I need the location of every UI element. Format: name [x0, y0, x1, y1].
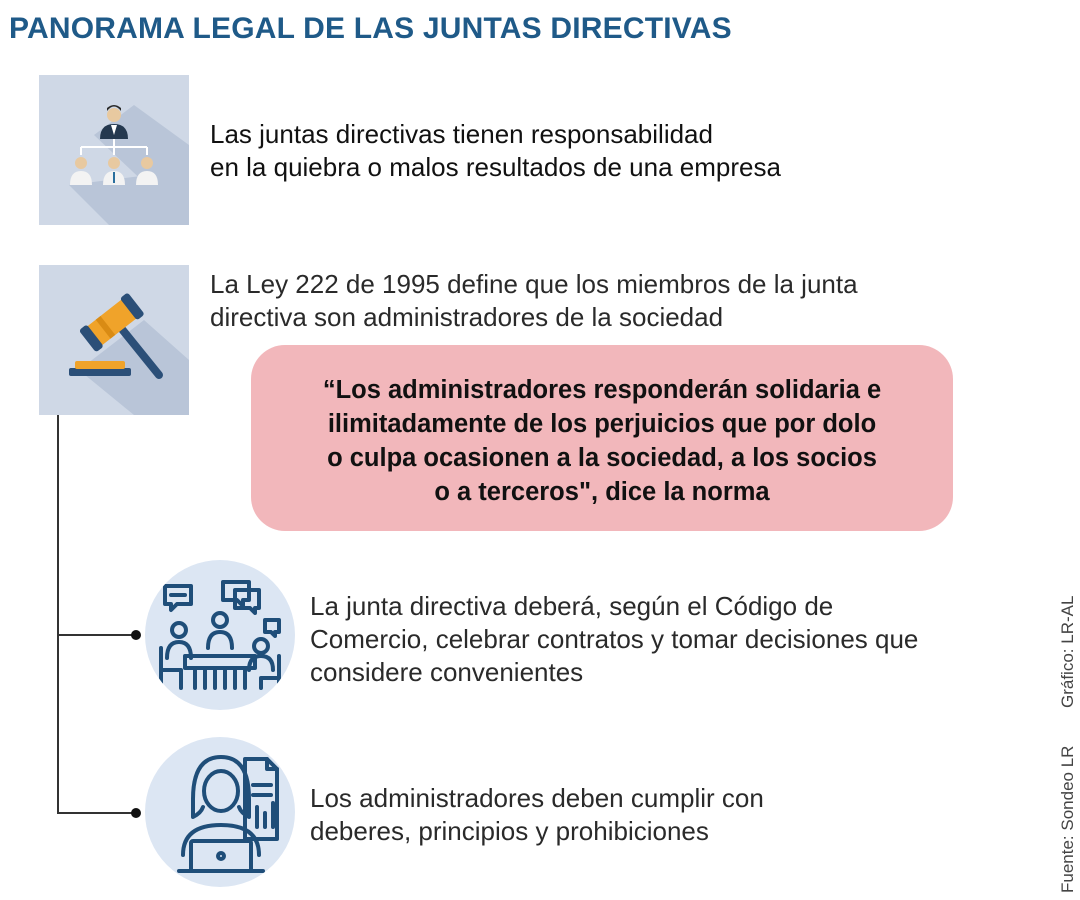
quote-box: [251, 345, 953, 531]
item-2-line-2: directiva son administradores de la sociedad: [210, 302, 724, 332]
connector-branch-2: [57, 812, 135, 814]
org-chart-icon: [39, 75, 189, 225]
org-chart-tile: [39, 75, 189, 225]
meeting-circle: [145, 560, 295, 710]
page-title: PANORAMA LEGAL DE LAS JUNTAS DIRECTIVAS: [9, 12, 732, 45]
item-3-line-2: Comercio, celebrar contratos y tomar decisiones que: [310, 624, 919, 654]
administrator-circle: [145, 737, 295, 887]
source-credit: Fuente: Sondeo LR: [1058, 745, 1077, 893]
gavel-tile: [39, 265, 189, 415]
quote-text: “Los administradores responderán solidaria e ilimitadamente de los perjuicios que por dolo o culpa ocasionen a la sociedad, a los socios o a terceros", dice la norma: [322, 376, 882, 506]
administrator-icon: [145, 737, 295, 887]
item-2-line-1: La Ley 222 de 1995 define que los miembros de la junta: [210, 269, 858, 299]
item-3-text: [310, 590, 918, 689]
connector-dot-2: [131, 808, 141, 818]
connector-dot-1: [131, 630, 141, 640]
item-3-line-1: La junta directiva deberá, según el Código de: [310, 591, 834, 621]
meeting-icon: [145, 560, 295, 710]
item-4-line-2: deberes, principios y prohibiciones: [310, 816, 709, 846]
item-3-line-3: considere convenientes: [310, 657, 584, 687]
graphic-credit: Gráfico: LR-AL: [1058, 595, 1077, 708]
gavel-icon: [39, 265, 189, 415]
item-1-line-1: Las juntas directivas tienen responsabilidad: [210, 119, 713, 149]
connector-branch-1: [57, 634, 135, 636]
item-4-line-1: Los administradores deben cumplir con: [310, 783, 764, 813]
item-4-text: [310, 782, 764, 848]
item-2-text: [210, 268, 858, 334]
item-1-text: [210, 118, 781, 184]
item-1-line-2: en la quiebra o malos resultados de una empresa: [210, 152, 781, 182]
connector-vertical: [57, 415, 59, 813]
